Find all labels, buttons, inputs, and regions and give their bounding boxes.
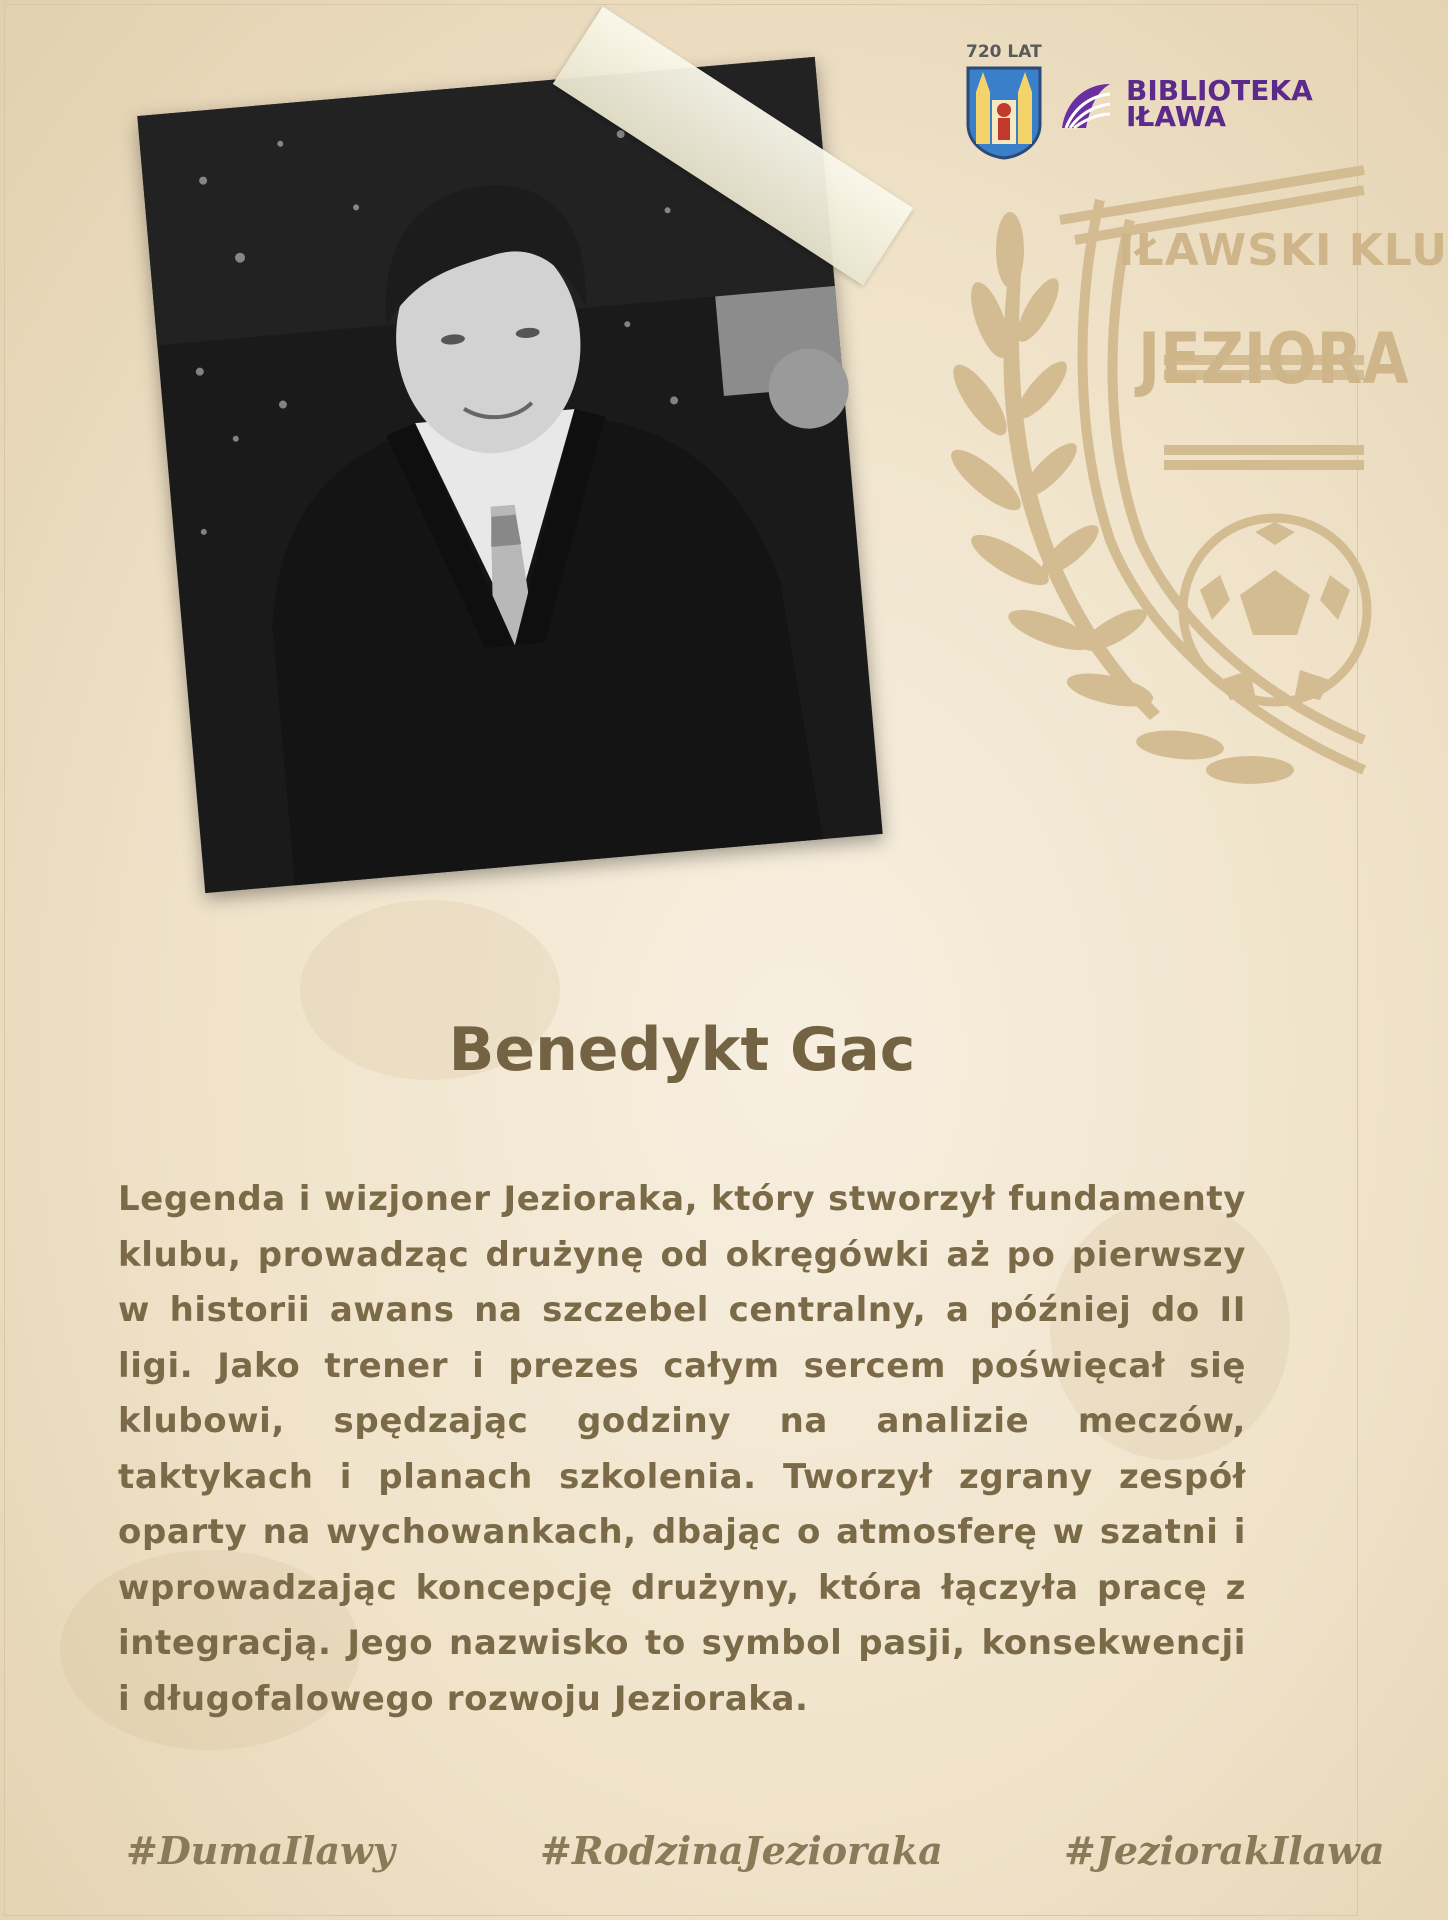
crest-club-name: JEZIORA — [1138, 318, 1409, 400]
library-name — [1126, 74, 1313, 133]
crest-club-text: IŁAWSKI KLU — [1118, 225, 1448, 276]
coat-of-arms-icon — [964, 64, 1044, 160]
hashtag-duma-ilawy: #DumaIlawy — [126, 1828, 395, 1873]
library-name-line1: BIBLIOTEKA — [1126, 74, 1313, 107]
hashtag-rodzina-jezioraka: #RodzinaJezioraka — [540, 1828, 943, 1873]
hashtag-jeziorak-ilawa: #JeziorakIlawa — [1064, 1828, 1385, 1873]
library-name-line2: IŁAWA — [1126, 100, 1227, 133]
book-pages-icon — [1056, 78, 1114, 134]
person-name: Benedykt Gac — [448, 1015, 916, 1085]
person-bio: Legenda i wizjoner Jezioraka, który stworzył fundamenty klubu, prowadząc drużynę od okręgówki aż po pierwszy w historii awans na szczebel centralny, a później do II ligi. Jako trener i prezes całym sercem poświęcał się klubowi, spędzając godziny na analizie meczów, taktykach i planach szkolenia. Tworzył zgrany zespół oparty na wychowankach, dbając o atmosferę w szatni i wprowadzając koncepcję drużyny, która łączyła pracę z integracją. Jego nazwisko to symbol pasji, konsekwencji i długofalowego rozwoju Jezioraka. — [118, 1179, 1246, 1719]
anniversary-label: 720 LAT — [966, 42, 1042, 62]
hashtags-footer — [0, 1828, 1385, 1888]
soccer-ball-icon — [1183, 518, 1367, 702]
